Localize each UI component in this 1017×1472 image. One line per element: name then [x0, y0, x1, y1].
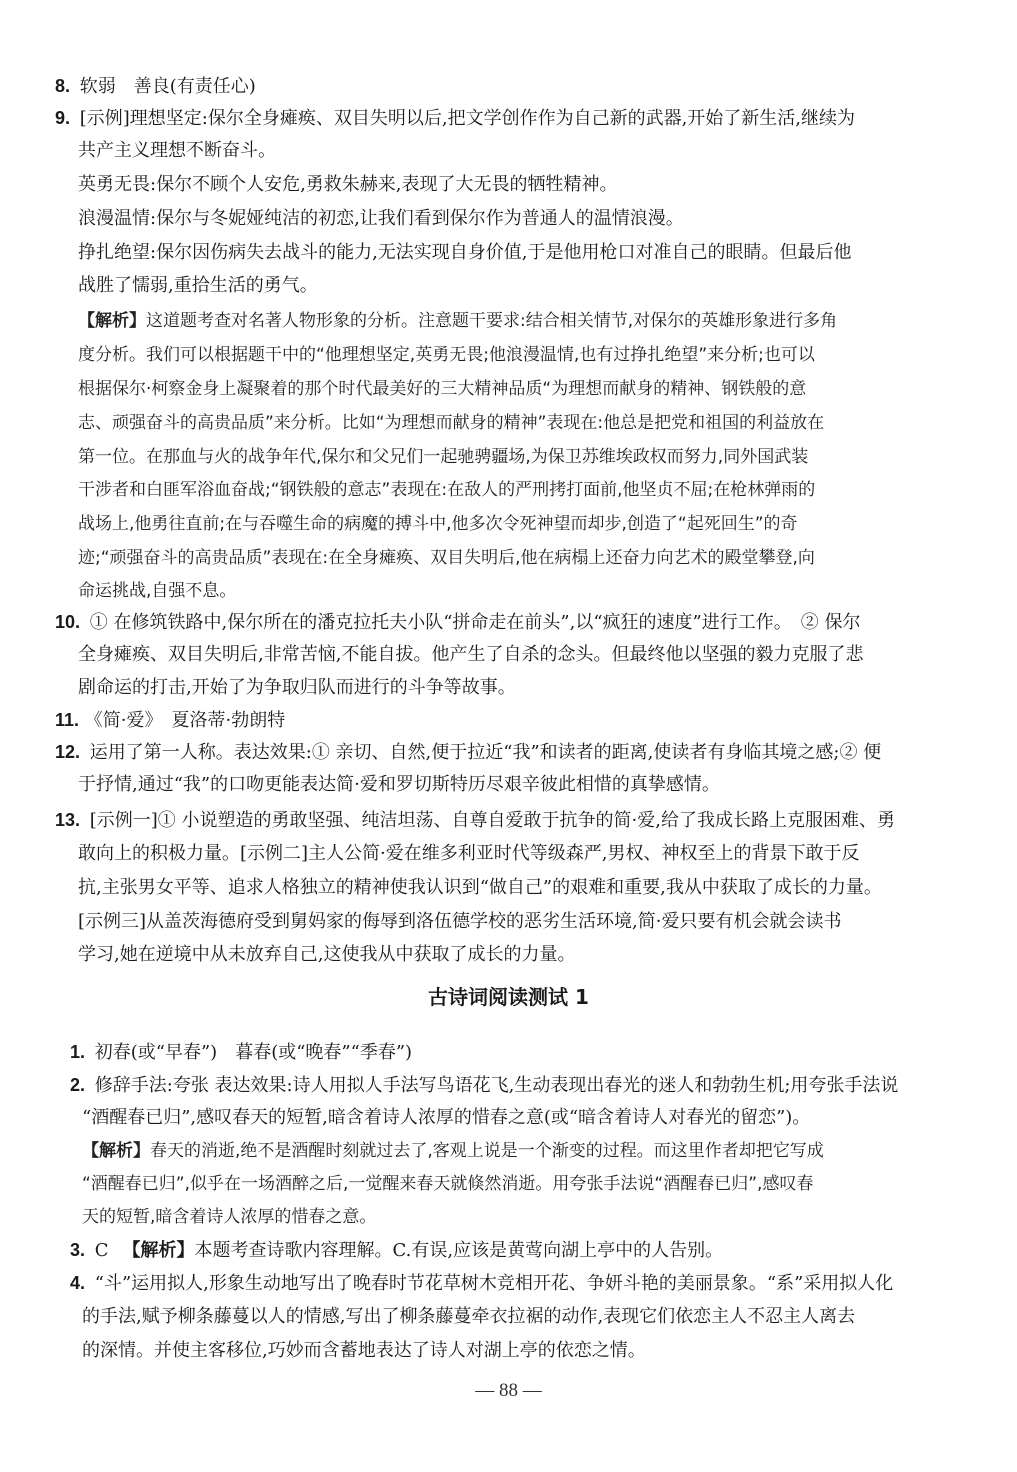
answer-text: 修辞手法:夸张 表达效果:诗人用拟人手法写鸟语花飞,生动表现出春光的迷人和勃勃生机;用夸张手法说: [94, 1075, 899, 1096]
analysis-p2: [82, 1139, 824, 1163]
answer-11: [55, 708, 285, 732]
analysis-text: 度分析。我们可以根据题干中的“他理想坚定,英勇无畏;他浪漫温情,也有过挣扎绝望”来分析;也可以: [78, 345, 815, 365]
question-number: 9.: [55, 108, 71, 128]
question-number: 8.: [55, 76, 71, 96]
question-number: 4.: [70, 1273, 86, 1293]
question-number: 13.: [55, 810, 81, 830]
answer-text: 英勇无畏:保尔不顾个人安危,勇救朱赫来,表现了大无畏的牺牲精神。: [78, 174, 618, 195]
analysis-tag: 【解析】: [122, 1240, 195, 1261]
analysis-9: [78, 309, 837, 333]
analysis-text: 本题考查诗歌内容理解。C.有误,应该是黄莺向湖上亭中的人告别。: [194, 1240, 724, 1261]
answer-text: [示例]理想坚定:保尔全身瘫痪、双目失明以后,把文学创作作为自己新的武器,开始了新生活,继续为: [79, 108, 856, 129]
analysis-text: 志、顽强奋斗的高贵品质”来分析。比如“为理想而献身的精神”表现在:他总是把党和祖国的利益放在: [78, 413, 825, 433]
analysis-tag: 【解析】: [78, 311, 146, 331]
analysis-text: 第一位。在那血与火的战争年代,保尔和父兄们一起驰骋疆场,为保卫苏维埃政权而努力,同外国武装: [78, 447, 809, 467]
analysis-text: 根据保尔·柯察金身上凝聚着的那个时代最美好的三大精神品质“为理想而献身的精神、钢铁般的意: [78, 379, 807, 399]
question-number: 1.: [70, 1042, 86, 1062]
answer-text: 共产主义理想不断奋斗。: [78, 140, 276, 161]
question-number: 10.: [55, 612, 81, 632]
answer-text: 软弱 善良(有责任心): [79, 76, 256, 97]
answer-text: 剧命运的打击,开始了为争取归队而进行的斗争等故事。: [78, 677, 516, 698]
page-number: — 88 —: [475, 1380, 542, 1401]
answer-text: 全身瘫痪、双目失明后,非常苦恼,不能自拔。他产生了自杀的念头。但最终他以坚强的毅力克服了悲: [78, 644, 864, 665]
answer-text: 战胜了懦弱,重拾生活的勇气。: [78, 275, 318, 296]
answer-10: [55, 610, 860, 634]
answer-text: 敢向上的积极力量。[示例二]主人公简·爱在维多利亚时代等级森严,男权、神权至上的背景下敢于反: [78, 843, 860, 864]
answer-text: 运用了第一人称。表达效果:① 亲切、自然,便于拉近“我”和读者的距离,使读者有身临其境之感;② 便: [89, 742, 882, 763]
answer-choice: C: [94, 1240, 109, 1261]
poetry-answer-1: [70, 1040, 412, 1064]
answer-8: [55, 74, 256, 98]
answer-text: 挣扎绝望:保尔因伤病失去战斗的能力,无法实现自身价值,于是他用枪口对准自己的眼睛。但最后他: [78, 242, 852, 263]
question-number: 2.: [70, 1075, 86, 1095]
answer-text: 抗,主张男女平等、追求人格独立的精神使我认识到“做自己”的艰难和重要,我从中获取了成长的力量。: [78, 877, 882, 898]
analysis-text: 迹;“顽强奋斗的高贵品质”表现在:在全身瘫痪、双目失明后,他在病榻上还奋力向艺术的殿堂攀登,向: [78, 548, 815, 568]
analysis-text: 命运挑战,自强不息。: [78, 581, 237, 601]
analysis-tag: 【解析】: [82, 1141, 150, 1161]
analysis-text: 干涉者和白匪军浴血奋战;“钢铁般的意志”表现在:在敌人的严刑拷打面前,他坚贞不屈;在枪林弹雨的: [78, 480, 816, 500]
answer-text: 《简·爱》 夏洛蒂·勃朗特: [84, 710, 286, 731]
answer-12: [55, 740, 881, 764]
answer-text: [示例一]① 小说塑造的勇敢坚强、纯洁坦荡、自尊自爱敢于抗争的简·爱,给了我成长路上克服困难、勇: [89, 810, 895, 831]
answer-text: 浪漫温情:保尔与冬妮娅纯洁的初恋,让我们看到保尔作为普通人的温情浪漫。: [78, 208, 684, 229]
answer-text: [示例三]从盖茨海德府受到舅妈家的侮辱到洛伍德学校的恶劣生活环境,简·爱只要有机会就会读书: [78, 911, 842, 932]
poetry-answer-3: [70, 1238, 723, 1262]
answer-text: “斗”运用拟人,形象生动地写出了晚春时节花草树木竞相开花、争妍斗艳的美丽景象。“系”采用拟人化: [94, 1273, 894, 1294]
analysis-text: 这道题考查对名著人物形象的分析。注意题干要求:结合相关情节,对保尔的英雄形象进行多角: [146, 311, 838, 331]
answer-13: [55, 808, 895, 832]
section-title: 古诗词阅读测试 1: [428, 985, 589, 1009]
analysis-text: “酒醒春已归”,似乎在一场酒醉之后,一觉醒来春天就倏然消逝。用夸张手法说“酒醒春已归”,感叹春: [82, 1174, 814, 1194]
analysis-text: 天的短暂,暗含着诗人浓厚的惜春之意。: [82, 1207, 377, 1227]
answer-text: 的手法,赋予柳条藤蔓以人的情感,写出了柳条藤蔓牵衣拉裾的动作,表现它们依恋主人不忍主人离去: [82, 1306, 856, 1327]
question-number: 3.: [70, 1240, 86, 1260]
poetry-answer-4: [70, 1271, 893, 1295]
analysis-text: 春天的消逝,绝不是酒醒时刻就过去了,客观上说是一个渐变的过程。而这里作者却把它写成: [150, 1141, 824, 1161]
answer-text: 初春(或“早春”) 暮春(或“晚春”“季春”): [94, 1042, 413, 1063]
analysis-text: 战场上,他勇往直前;在与吞噬生命的病魔的搏斗中,他多次令死神望而却步,创造了“起死回生”的奇: [78, 514, 798, 534]
answer-text: 学习,她在逆境中从未放弃自己,这使我从中获取了成长的力量。: [78, 944, 576, 965]
answer-text: 的深情。并使主客移位,巧妙而含蓄地表达了诗人对湖上亭的依恋之情。: [82, 1340, 646, 1361]
question-number: 12.: [55, 742, 81, 762]
answer-text: 于抒情,通过“我”的口吻更能表达简·爱和罗切斯特历尽艰辛彼此相惜的真挚感情。: [78, 774, 720, 795]
answer-text: “酒醒春已归”,感叹春天的短暂,暗含着诗人浓厚的惜春之意(或“暗含着诗人对春光的留恋”)。: [82, 1107, 811, 1128]
answer-9: [55, 106, 855, 130]
answer-text: ① 在修筑铁路中,保尔所在的潘克拉托夫小队“拼命走在前头”,以“疯狂的速度”进行工作。 ② 保尔: [89, 612, 861, 633]
question-number: 11.: [55, 710, 80, 730]
poetry-answer-2: [70, 1073, 898, 1097]
